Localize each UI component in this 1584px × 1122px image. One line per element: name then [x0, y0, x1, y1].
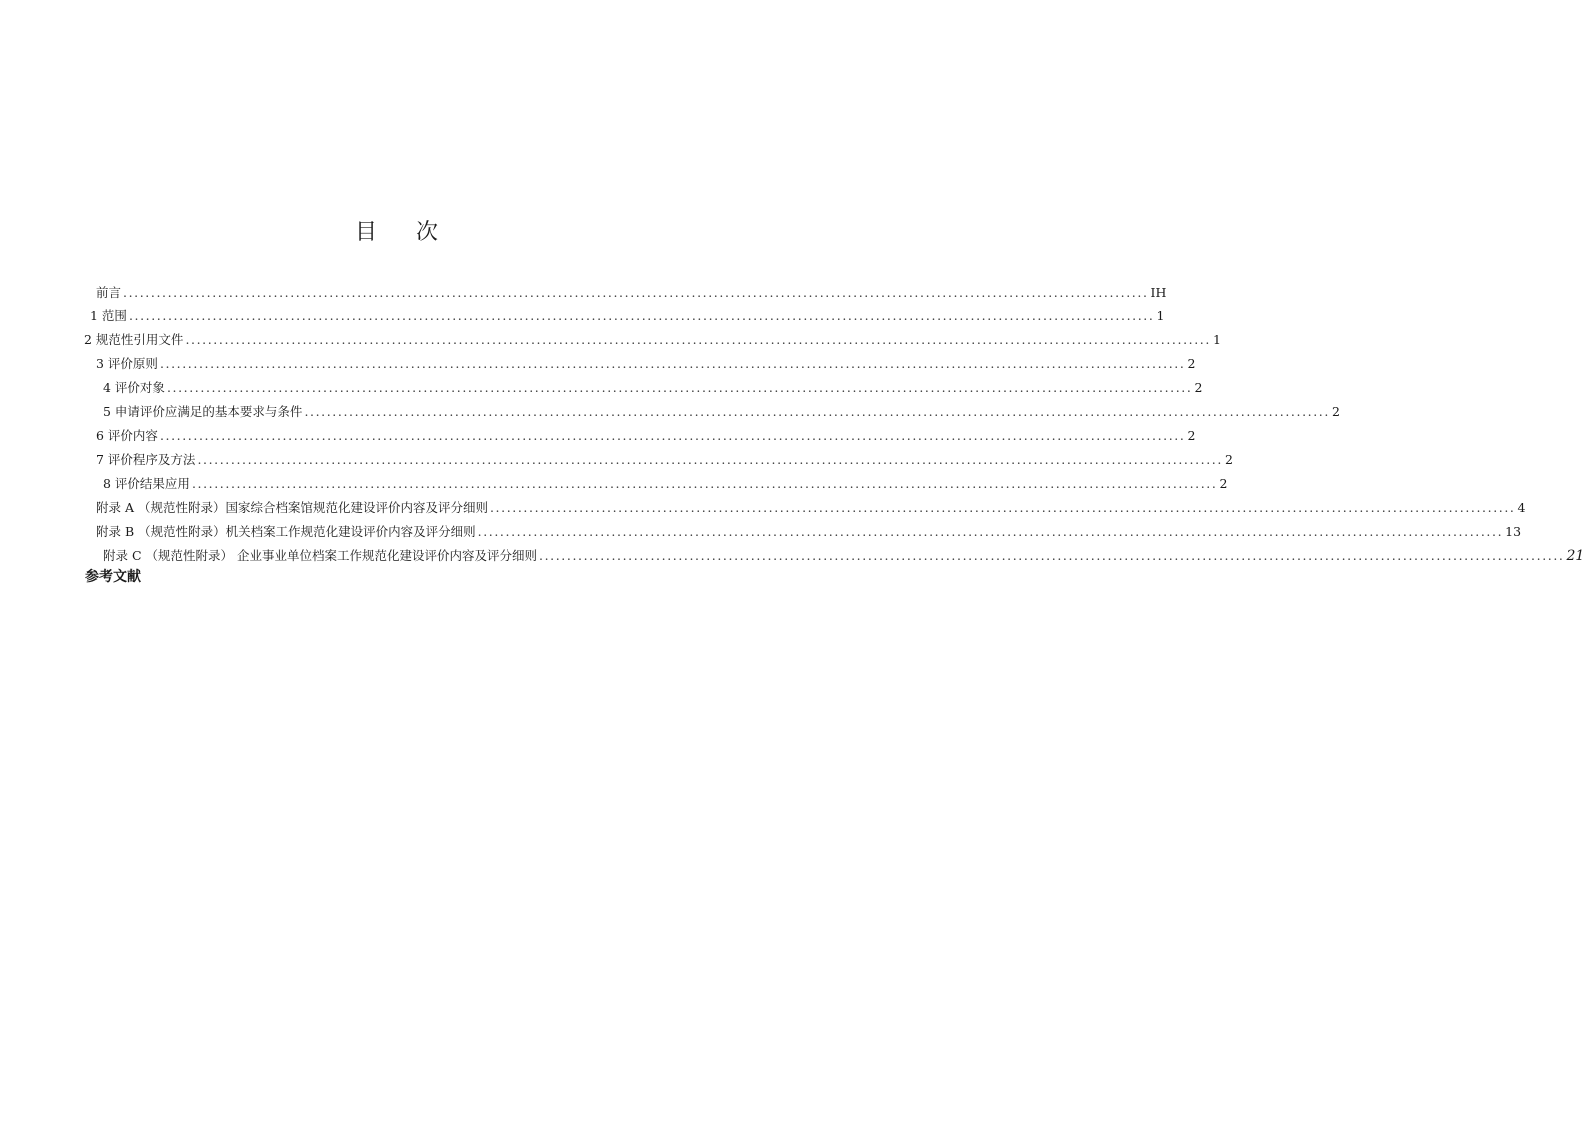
- toc-entry-page: 2: [1194, 380, 1203, 395]
- toc-entry-page: 21: [1566, 548, 1584, 564]
- toc-entry-page: 2: [1331, 404, 1340, 419]
- toc-leader-dots: ........................................................................................................................................................................................: [123, 285, 1149, 300]
- toc-entry-evaluation-content[interactable]: [96, 425, 1196, 447]
- toc-entry-basic-requirements[interactable]: [103, 401, 1340, 423]
- toc-leader-dots: ........................................................................................................................................................................................: [128, 308, 1155, 323]
- toc-entry-page: 13: [1505, 524, 1522, 539]
- toc-entry-label: 6 评价内容: [96, 428, 158, 443]
- toc-title: 目 次: [355, 220, 454, 245]
- toc-entry-foreword[interactable]: [96, 282, 1167, 304]
- toc-entry-page: 2: [1187, 356, 1196, 371]
- toc-entry-page: 1: [1156, 308, 1165, 323]
- toc-entry-appendix-c[interactable]: [103, 545, 1584, 567]
- toc-leader-dots: ........................................................................................................................................................................................: [159, 428, 1186, 443]
- toc-leader-dots: ........................................................................................................................................................................................: [304, 404, 1330, 419]
- toc-entry-label: 4 评价对象: [103, 380, 165, 395]
- toc-entry-page: 2: [1187, 428, 1196, 443]
- toc-entry-page: 4: [1517, 500, 1526, 515]
- toc-entry-label: 附录 A （规范性附录）国家综合档案馆规范化建设评价内容及评分细则: [96, 500, 488, 515]
- toc-entry-label: 3 评价原则: [96, 356, 158, 371]
- toc-entry-result-application[interactable]: [103, 473, 1228, 495]
- toc-entry-label: 2 规范性引用文件: [84, 332, 184, 347]
- toc-entry-scope[interactable]: [90, 305, 1165, 327]
- toc-entry-label: 附录 C （规范性附录） 企业事业单位档案工作规范化建设评价内容及评分细则: [103, 548, 537, 563]
- toc-entry-label: 5 申请评价应满足的基本要求与条件: [103, 404, 303, 419]
- toc-entry-label: 前言: [96, 285, 122, 300]
- toc-leader-dots: ........................................................................................................................................................................................: [166, 380, 1193, 395]
- toc-leader-dots: ........................................................................................................................................................................................: [197, 452, 1223, 467]
- toc-entry-evaluation-objects[interactable]: [103, 377, 1203, 399]
- toc-entry-evaluation-principles[interactable]: [96, 353, 1196, 375]
- toc-entry-evaluation-procedure[interactable]: [96, 449, 1233, 471]
- toc-entry-appendix-a[interactable]: [96, 497, 1526, 519]
- toc-entry-page: 2: [1224, 452, 1233, 467]
- toc-leader-dots: ........................................................................................................................................................................................: [185, 332, 1211, 347]
- toc-entry-label: 附录 B （规范性附录）机关档案工作规范化建设评价内容及评分细则: [96, 524, 476, 539]
- toc-leader-dots: ........................................................................................................................................................................................: [159, 356, 1186, 371]
- toc-leader-dots: ........................................................................................................................................................................................: [539, 548, 1565, 563]
- toc-entry-normative-references[interactable]: [84, 329, 1221, 351]
- toc-entry-label: 8 评价结果应用: [103, 476, 190, 491]
- toc-entry-page: IH: [1150, 285, 1167, 300]
- toc-entry-page: 1: [1212, 332, 1221, 347]
- references-heading[interactable]: 参考文献: [85, 569, 141, 585]
- toc-leader-dots: ........................................................................................................................................................................................: [477, 524, 1504, 539]
- toc-entry-appendix-b[interactable]: [96, 521, 1522, 543]
- toc-entry-label: 7 评价程序及方法: [96, 452, 196, 467]
- toc-leader-dots: ........................................................................................................................................................................................: [489, 500, 1516, 515]
- toc-leader-dots: ........................................................................................................................................................................................: [191, 476, 1218, 491]
- toc-entry-page: 2: [1219, 476, 1228, 491]
- toc-entry-label: 1 范围: [90, 308, 127, 323]
